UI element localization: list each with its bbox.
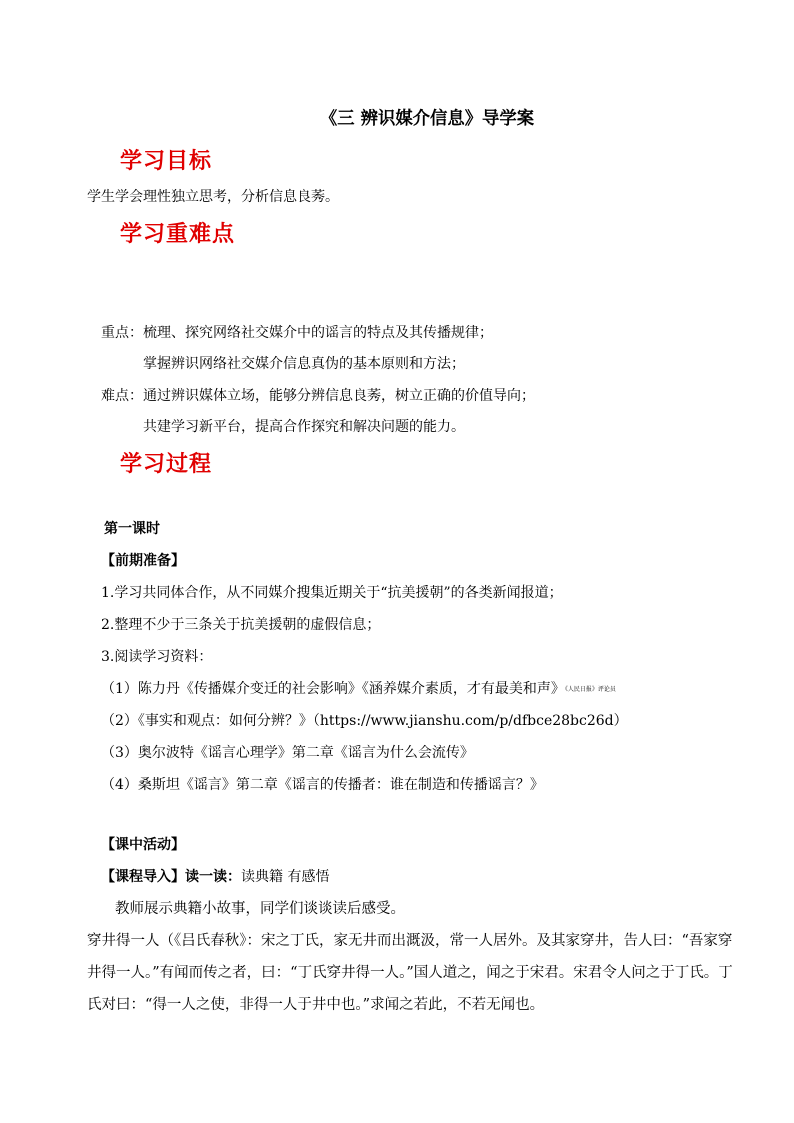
reading-item-3: （3）奥尔波特《谣言心理学》第二章《谣言为什么会流传》 [101,745,474,761]
key-point-2: 掌握辨识网络社交媒介信息真伪的基本原则和方法； [143,356,465,372]
intro-heading: 【课程导入】读一读： [101,869,241,885]
teacher-instruction: 教师展示典籍小故事，同学们谈谈读后感受。 [115,901,405,917]
page-title: 《三 辨识媒介信息》导学案 [319,109,535,129]
story-line-3: 氏对曰：“得一人之使，非得一人于井中也。”求闻之若此，不若无闻也。 [87,997,545,1013]
reading-item-1-note: 《人民日报》评论员 [564,686,616,693]
prep-item-3: 3.阅读学习资料： [101,649,213,665]
section-heading-key: 学习重难点 [120,222,236,247]
goal-text: 学生学会理性独立思考，分析信息良莠。 [87,189,339,205]
intro-text: 读典籍 有感悟 [241,869,330,885]
reading-item-2: （2）《事实和观点：如何分辨？》（https://www.jianshu.com/p/dfbce28bc26d） [101,713,628,729]
difficulty-1: 难点：通过辨识媒体立场，能够分辨信息良莠，树立正确的价值导向； [101,388,535,404]
section-heading-process: 学习过程 [120,452,213,477]
key-point-1: 重点：梳理、探究网络社交媒介中的谣言的特点及其传播规律； [101,325,493,341]
reading-item-1 [101,678,616,698]
intro-line [101,866,329,886]
prep-item-1: 1.学习共同体合作，从不同媒介搜集近期关于“抗美援朝”的各类新闻报道； [101,585,563,601]
story-line-2: 井得一人。”有闻而传之者，曰：“丁氏穿井得一人。”国人道之，闻之于宋君。宋君令人问之于丁氏。丁 [87,965,733,981]
story-line-1: 穿井得一人（《吕氏春秋》：宋之丁氏，家无井而出溉汲，常一人居外。及其家穿井，告人曰：“吾家穿 [87,933,733,949]
prep-heading: 【前期准备】 [101,553,185,569]
prep-item-2: 2.整理不少于三条关于抗美援朝的虚假信息； [101,617,381,633]
section-heading-goal: 学习目标 [120,149,213,174]
lesson-heading: 第一课时 [104,521,160,537]
reading-item-1-text: （1）陈力丹《传播媒介变迁的社会影响》《涵养媒介素质，才有最美和声》 [101,681,565,697]
difficulty-2: 共建学习新平台，提高合作探究和解决问题的能力。 [143,419,465,435]
class-activity-heading: 【课中活动】 [101,837,185,853]
reading-item-4: （4）桑斯坦《谣言》第二章《谣言的传播者：谁在制造和传播谣言？》 [101,777,544,793]
